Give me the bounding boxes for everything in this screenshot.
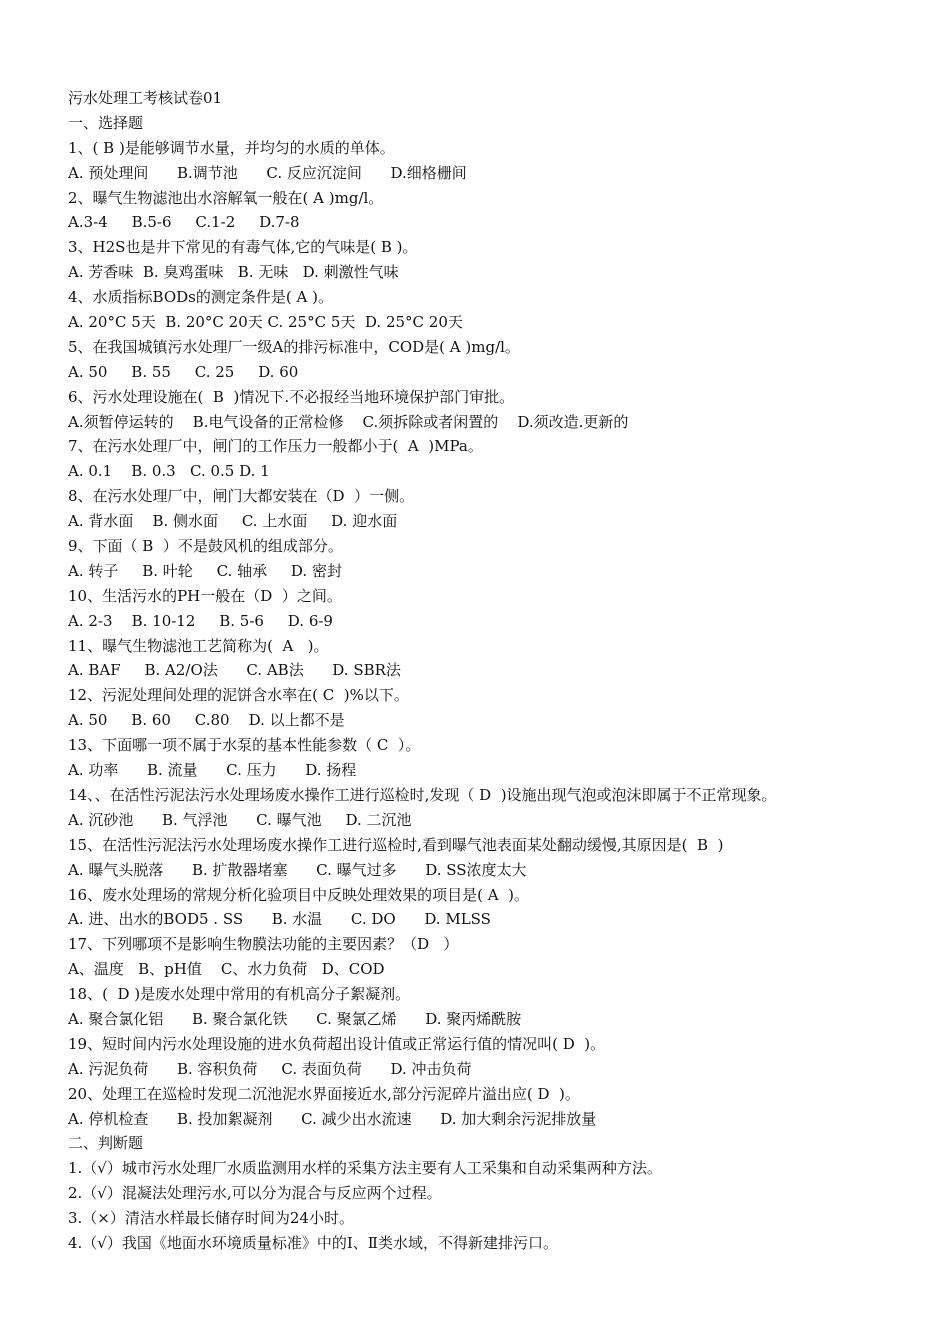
- question-text: 19、短时间内污水处理设施的进水负荷超出设计值或正常运行值的情况叫( D )。: [68, 1034, 606, 1053]
- question-text: 11、曝气生物滤池工艺简称为( A )。: [68, 636, 329, 655]
- question-options: A. 停机检查 B. 投加絮凝剂 C. 减少出水流速 D. 加大剩余污泥排放量: [68, 1109, 597, 1128]
- question-options: A. 50 B. 60 C.80 D. 以上都不是: [68, 711, 345, 730]
- question-text: 14、、在活性污泥法污水处理场废水操作工进行巡检时,发现（ D )设施出现气泡或泡沫即属于不正常现象。: [68, 785, 777, 804]
- question-text: 20、处理工在巡检时发现二沉池泥水界面接近水,部分污泥碎片溢出应( D )。: [68, 1084, 580, 1103]
- question-options: A. 预处理间 B.调节池 C. 反应沉淀间 D.细格栅间: [68, 163, 467, 182]
- question-options: A. 芳香味 B. 臭鸡蛋味 B. 无味 D. 刺激性气味: [68, 263, 399, 282]
- question-options: A. BAF B. A2/O法 C. AB法 D. SBR法: [68, 661, 401, 680]
- question-options: A. 背水面 B. 侧水面 C. 上水面 D. 迎水面: [68, 512, 398, 531]
- question-text: 15、在活性污泥法污水处理场废水操作工进行巡检时,看到曝气池表面某处翻动缓慢,其原因是( B ): [68, 835, 724, 854]
- question-text: 4、水质指标BODs的测定条件是( A )。: [68, 288, 333, 307]
- question-text: 8、在污水处理厂中，闸门大都安装在（D ）一侧。: [68, 487, 415, 506]
- question-text: 2、曝气生物滤池出水溶解氧一般在( A )mg/l。: [68, 188, 384, 207]
- question-text: 9、下面（ B ）不是鼓风机的组成部分。: [68, 537, 343, 556]
- question-options: A、温度 B、pH值 C、水力负荷 D、COD: [68, 960, 385, 979]
- document-title: 污水处理工考核试卷01: [68, 89, 223, 107]
- question-text: 1、( B )是能够调节水量，并均匀的水质的单体。: [68, 138, 395, 157]
- question-options: A. 污泥负荷 B. 容积负荷 C. 表面负荷 D. 冲击负荷: [68, 1059, 472, 1078]
- question-options: A. 2-3 B. 10-12 B. 5-6 D. 6-9: [68, 611, 333, 630]
- question-options: A. 沉砂池 B. 气浮池 C. 曝气池 D. 二沉池: [68, 810, 412, 829]
- section-heading-choice: 一、选择题: [68, 113, 144, 132]
- question-options: A. 转子 B. 叶轮 C. 轴承 D. 密封: [68, 561, 342, 580]
- question-options: A. 进、出水的BOD5 . SS B. 水温 C. DO D. MLSS: [68, 910, 491, 929]
- question-text: 6、污水处理设施在( B )情况下.不必报经当地环境保护部门审批。: [68, 387, 515, 406]
- question-options: A.须暂停运转的 B.电气设备的正常检修 C.须拆除或者闲置的 D.须改造.更新的: [68, 412, 629, 431]
- question-text: 10、生活污水的PH一般在（D ）之间。: [68, 586, 342, 605]
- question-text: 13、下面哪一项不属于水泵的基本性能参数（ C ）。: [68, 736, 421, 755]
- judgment-item: 1.（√）城市污水处理厂水质监测用水样的采集方法主要有人工采集和自动采集两种方法。: [68, 1159, 662, 1178]
- question-text: 7、在污水处理厂中，闸门的工作压力一般都小于( A )MPa。: [68, 437, 483, 456]
- question-text: 3、H2S也是井下常见的有毒气体,它的气味是( B )。: [68, 238, 418, 257]
- question-options: A. 20°C 5天 B. 20°C 20天 C. 25°C 5天 D. 25°C 20天: [68, 313, 463, 332]
- judgment-item: 2.（√）混凝法处理污水,可以分为混合与反应两个过程。: [68, 1184, 442, 1203]
- judgment-item: 4.（√）我国《地面水环境质量标准》中的Ⅰ、Ⅱ类水域，不得新建排污口。: [68, 1233, 558, 1252]
- question-text: 17、下列哪项不是影响生物膜法功能的主要因素？（D ）: [68, 935, 459, 954]
- document-page: [68, 86, 928, 1256]
- question-options: A. 0.1 B. 0.3 C. 0.5 D. 1: [68, 462, 270, 481]
- judgment-item: 3.（×）清洁水样最长储存时间为24小时。: [68, 1209, 354, 1228]
- question-text: 12、污泥处理间处理的泥饼含水率在( C )%以下。: [68, 686, 409, 705]
- question-options: A. 50 B. 55 C. 25 D. 60: [68, 362, 299, 381]
- section-heading-judgment: 二、判断题: [68, 1134, 144, 1153]
- question-text: 18、( D )是废水处理中常用的有机高分子絮凝剂。: [68, 985, 411, 1004]
- question-options: A. 曝气头脱落 B. 扩散器堵塞 C. 曝气过多 D. SS浓度太大: [68, 860, 527, 879]
- question-text: 5、在我国城镇污水处理厂一级A的排污标准中，COD是( A )mg/l。: [68, 337, 520, 356]
- question-options: A.3-4 B.5-6 C.1-2 D.7-8: [68, 213, 300, 232]
- question-options: A. 功率 B. 流量 C. 压力 D. 扬程: [68, 761, 357, 780]
- question-options: A. 聚合氯化铝 B. 聚合氯化铁 C. 聚氯乙烯 D. 聚丙烯酰胺: [68, 1009, 522, 1028]
- question-text: 16、废水处理场的常规分析化验项目中反映处理效果的项目是( A )。: [68, 885, 529, 904]
